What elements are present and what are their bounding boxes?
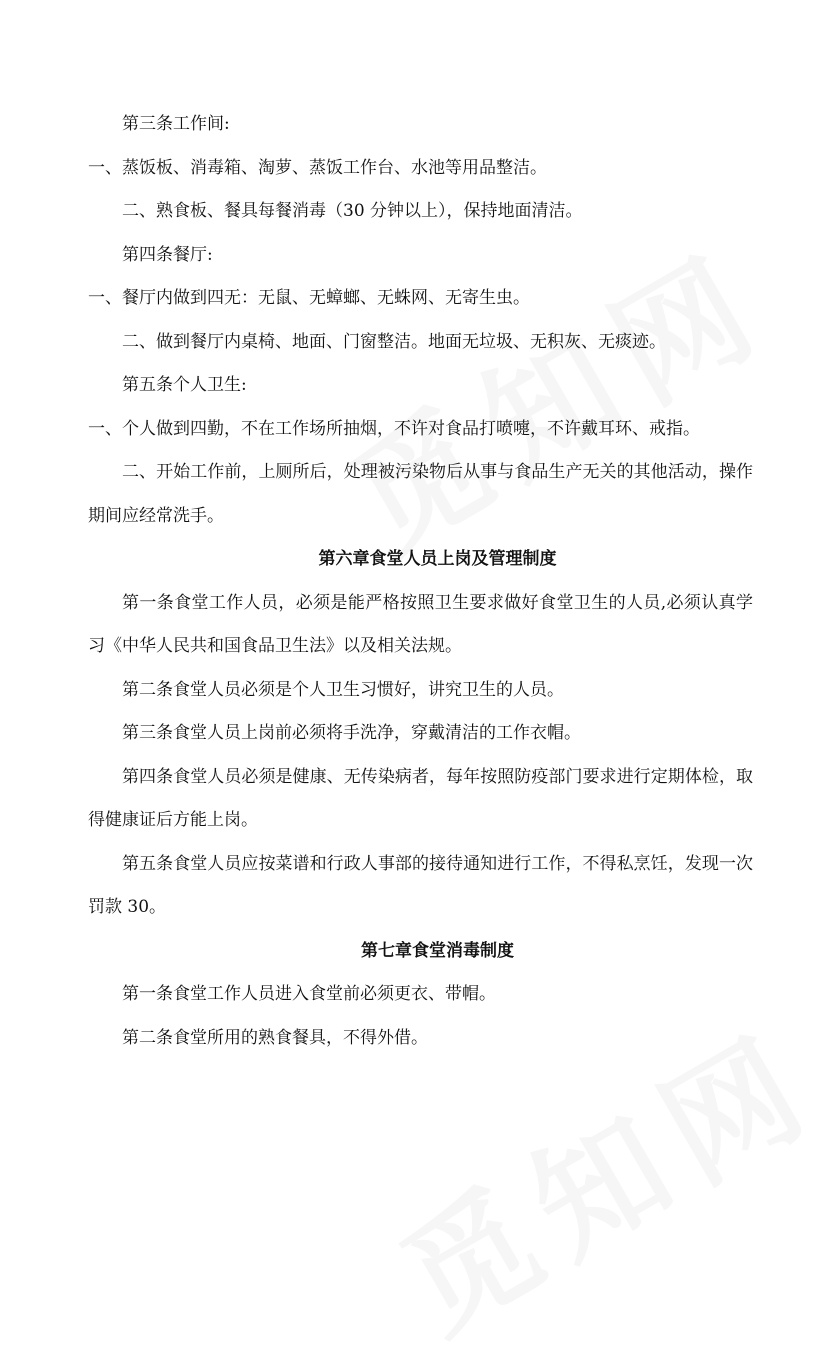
paragraph: 第五条个人卫生:: [122, 375, 247, 395]
paragraph: 第五条食堂人员应按菜谱和行政人事部的接待通知进行工作，不得私烹饪，发现一次罚款 30。: [88, 853, 753, 917]
paragraph: 第四条食堂人员必须是健康、无传染病者，每年按照防疫部门要求进行定期体检，取得健康证后方能上岗。: [88, 766, 753, 830]
paragraph: 一、个人做到四勤，不在工作场所抽烟，不许对食品打喷嚏，不许戴耳环、戒指。: [88, 418, 700, 439]
document-body: [88, 103, 753, 1060]
paragraph: 第一条食堂工作人员，必须是能严格按照卫生要求做好食堂卫生的人员,必须认真学习《中华人民共和国食品卫生法》以及相关法规。: [88, 592, 753, 656]
paragraph: 二、熟食板、餐具每餐消毒（30 分钟以上），保持地面清洁。: [122, 201, 583, 221]
paragraph: 第一条食堂工作人员进入食堂前必须更衣、带帽。: [122, 984, 496, 1004]
paragraph: 二、开始工作前，上厕所后，处理被污染物后从事与食品生产无关的其他活动，操作期间应经常洗手。: [88, 462, 753, 526]
paragraph: 第二条食堂所用的熟食餐具，不得外借。: [122, 1027, 428, 1048]
paragraph: 第二条食堂人员必须是个人卫生习惯好，讲究卫生的人员。: [122, 679, 564, 700]
chapter-heading: 第六章食堂人员上岗及管理制度: [318, 549, 557, 569]
chapter-heading: 第七章食堂消毒制度: [361, 940, 514, 961]
paragraph: 一、餐厅内做到四无：无鼠、无蟑螂、无蛛网、无寄生虫。: [88, 288, 530, 308]
paragraph: 第三条食堂人员上岗前必须将手洗净，穿戴清洁的工作衣帽。: [122, 723, 581, 743]
paragraph: 第四条餐厅:: [122, 244, 213, 265]
paragraph: 二、做到餐厅内桌椅、地面、门窗整洁。地面无垃圾、无积灰、无痰迹。: [122, 331, 666, 352]
paragraph: 一、蒸饭板、消毒箱、淘萝、蒸饭工作台、水池等用品整洁。: [88, 157, 547, 178]
paragraph: 第三条工作间:: [122, 114, 230, 134]
